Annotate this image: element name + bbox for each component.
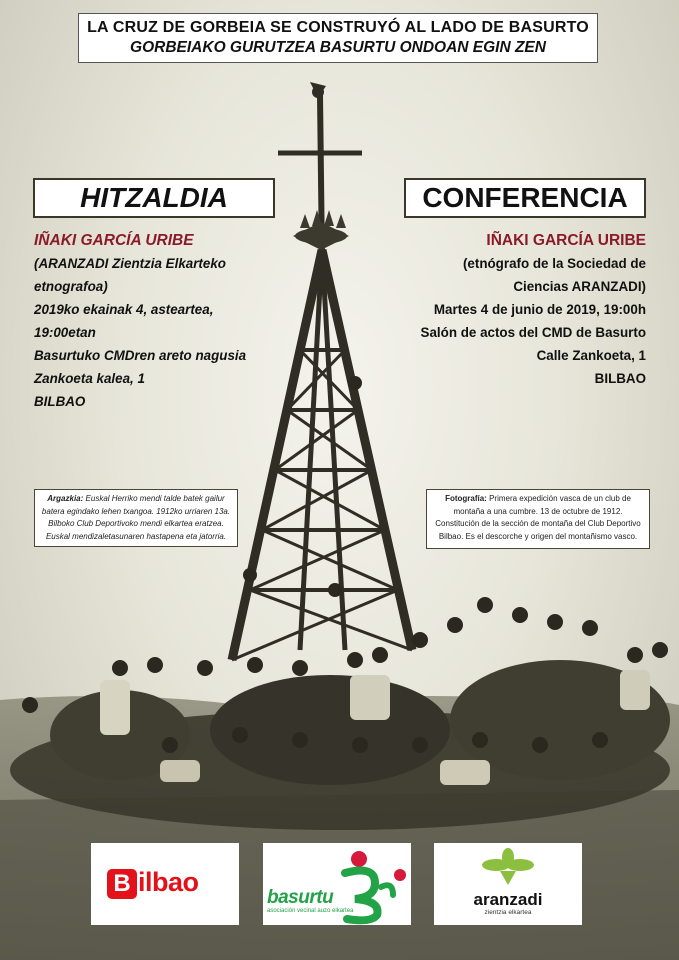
event-details-spanish — [405, 229, 646, 390]
detail-line: BILBAO — [594, 371, 646, 386]
detail-line: Salón de actos del CMD de Basurto — [420, 325, 646, 340]
detail-line: (ARANZADI Zientzia Elkarteko — [34, 256, 226, 271]
title-basque: GORBEIAKO GURUTZEA BASURTU ONDOAN EGIN ZEN — [130, 39, 546, 56]
speaker-name: IÑAKI GARCÍA URIBE — [486, 232, 646, 249]
detail-line: Ciencias ARANZADI) — [513, 279, 646, 294]
aranzadi-logo — [434, 843, 582, 925]
detail-line: etnografoa) — [34, 279, 108, 294]
caption-label: Argazkia: — [47, 494, 84, 503]
detail-line: Martes 4 de junio de 2019, 19:00h — [433, 302, 646, 317]
heading-hitzaldia: HITZALDIA — [33, 178, 275, 218]
speaker-name: IÑAKI GARCÍA URIBE — [34, 232, 194, 249]
caption-text: Primera expedición vasca de un club de montaña a una cumbre. 13 de octubre de 1912. Constitución de la sección de montaña del Club Deportivo Bilbao. Es el descorche y origen del montañismo vasco. — [435, 494, 641, 541]
event-details-basque — [34, 229, 284, 413]
heading-conferencia: CONFERENCIA — [404, 178, 646, 218]
detail-line: Zankoeta kalea, 1 — [34, 371, 145, 386]
title-box — [78, 13, 598, 63]
basurtu-logo — [263, 843, 411, 925]
caption-text: Euskal Herriko mendi talde batek gailur batera egindako lehen txangoa. 1912ko urriaren 13a. Bilboko Club Deportivoko mendi elkartea eratzea. Euskal mendizaletasunaren hastapena eta jatorria. — [41, 494, 231, 541]
photo-caption-spanish — [426, 489, 650, 549]
detail-line: 19:00etan — [34, 325, 96, 340]
caption-label: Fotografía: — [445, 494, 487, 503]
aranzadi-subtitle: zientzia elkartea — [484, 909, 532, 916]
detail-line: (etnógrafo de la Sociedad de — [462, 256, 646, 271]
photo-caption-basque — [34, 489, 238, 547]
title-spanish: LA CRUZ DE GORBEIA SE CONSTRUYÓ AL LADO DE BASURTO — [87, 19, 589, 36]
detail-line: BILBAO — [34, 394, 86, 409]
detail-line: Basurtuko CMDren areto nagusia — [34, 348, 247, 363]
basurtu-wordmark: basurtu — [267, 887, 334, 908]
bilbao-logo — [91, 843, 239, 925]
weather-vane — [310, 82, 326, 98]
basurtu-subtitle: asociación vecinal auzo elkartea — [267, 908, 354, 914]
detail-line: Calle Zankoeta, 1 — [536, 348, 646, 363]
aranzadi-wordmark: aranzadi — [473, 890, 543, 909]
bilbao-mark: B — [107, 869, 137, 899]
detail-line: 2019ko ekainak 4, asteartea, — [34, 302, 214, 317]
bilbao-wordmark: ilbao — [138, 867, 199, 897]
